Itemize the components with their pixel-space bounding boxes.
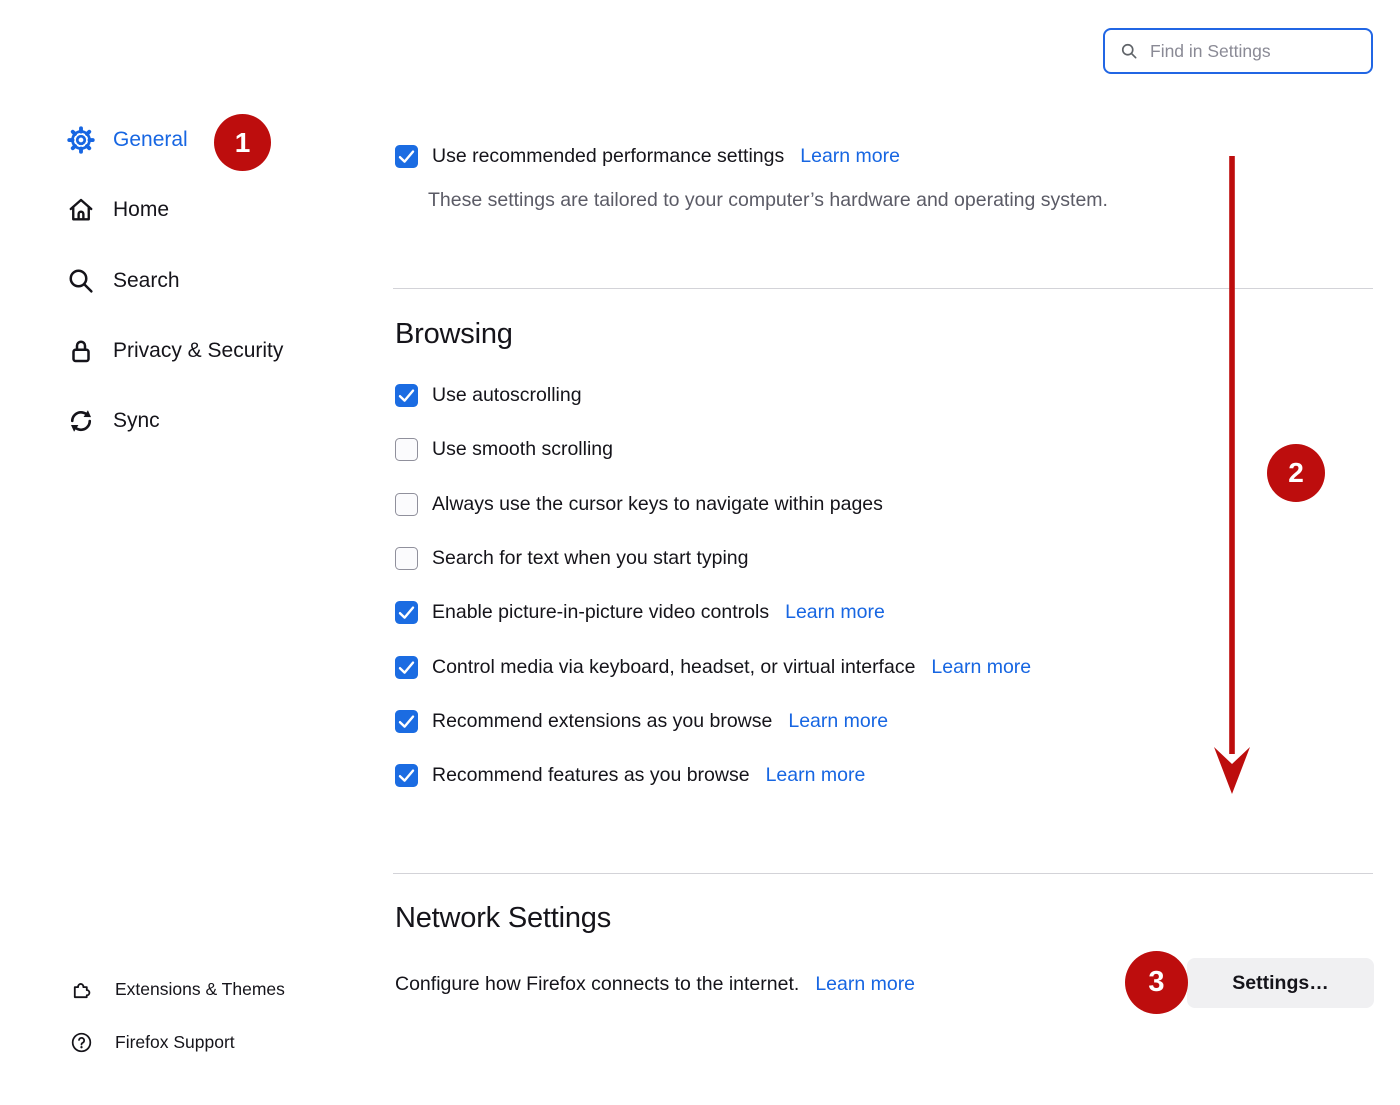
learn-more-link[interactable]: Learn more: [931, 655, 1032, 678]
annotation-step-3: 3: [1125, 951, 1188, 1014]
setting-row-search-when-typing: [395, 544, 749, 572]
search-placeholder: Find in Settings: [1150, 40, 1271, 61]
checkbox-use-autoscrolling[interactable]: [395, 384, 418, 407]
annotation-arrow-down: [1213, 156, 1251, 801]
checkbox-use-smooth-scrolling[interactable]: [395, 438, 418, 461]
setting-label: Recommend features as you browse: [432, 763, 750, 786]
network-settings-heading: Network Settings: [395, 902, 611, 934]
sidebar-label-search: Search: [113, 269, 180, 292]
learn-more-link[interactable]: Learn more: [765, 763, 866, 786]
setting-row-performance: [395, 142, 900, 170]
sidebar-item-extensions-themes[interactable]: [70, 976, 285, 1002]
checkbox-pip-controls[interactable]: [395, 601, 418, 624]
setting-label: Use smooth scrolling: [432, 437, 613, 460]
divider: [393, 288, 1373, 289]
network-settings-description: Configure how Firefox connects to the internet.: [395, 972, 800, 995]
setting-row-recommend-features: [395, 761, 865, 789]
setting-label: Recommend extensions as you browse: [432, 709, 773, 732]
learn-more-link[interactable]: Learn more: [815, 972, 916, 995]
home-icon: [66, 195, 96, 225]
checkbox-recommend-extensions[interactable]: [395, 710, 418, 733]
annotation-step-2: 2: [1267, 444, 1325, 502]
checkmark-icon: [395, 145, 418, 168]
checkbox-recommended-performance[interactable]: [395, 145, 418, 168]
setting-label: Enable picture-in-picture video controls: [432, 600, 770, 623]
sidebar-label-privacy-security: Privacy & Security: [113, 339, 284, 362]
network-settings-row: [395, 970, 915, 998]
sidebar-item-privacy-security[interactable]: [66, 330, 283, 372]
sidebar-item-sync[interactable]: [66, 400, 160, 442]
setting-row-control-media: [395, 653, 1031, 681]
setting-row-pip-controls: [395, 598, 885, 626]
divider: [393, 873, 1373, 874]
checkbox-search-when-typing[interactable]: [395, 547, 418, 570]
checkmark-icon: [395, 656, 418, 679]
browsing-heading: Browsing: [395, 318, 513, 350]
question-circle-icon: [70, 1031, 93, 1054]
sidebar-label-home: Home: [113, 198, 170, 221]
setting-label: Use autoscrolling: [432, 383, 582, 406]
setting-label: Always use the cursor keys to navigate within pages: [432, 492, 883, 515]
setting-row-cursor-keys: [395, 490, 883, 518]
find-in-settings-input[interactable]: [1103, 28, 1373, 74]
footer-label-firefox-support: Firefox Support: [115, 1031, 235, 1052]
setting-row-recommend-extensions: [395, 707, 888, 735]
learn-more-link[interactable]: Learn more: [788, 709, 889, 732]
gear-icon: [66, 125, 96, 155]
search-icon: [1119, 41, 1139, 61]
learn-more-link[interactable]: Learn more: [800, 144, 900, 167]
setting-label: Use recommended performance settings: [432, 144, 785, 167]
checkmark-icon: [395, 384, 418, 407]
sidebar-label-sync: Sync: [113, 409, 160, 432]
sidebar-label-general: General: [113, 128, 188, 151]
checkmark-icon: [395, 710, 418, 733]
sync-icon: [66, 406, 96, 436]
setting-label: Control media via keyboard, headset, or virtual interface: [432, 655, 916, 678]
sidebar-item-home[interactable]: [66, 189, 169, 231]
checkmark-icon: [395, 601, 418, 624]
checkbox-control-media[interactable]: [395, 656, 418, 679]
setting-row-smooth-scrolling: [395, 435, 613, 463]
setting-label: Search for text when you start typing: [432, 546, 749, 569]
sidebar-item-general[interactable]: [66, 119, 188, 161]
checkbox-recommend-features[interactable]: [395, 764, 418, 787]
footer-label-extensions-themes: Extensions & Themes: [115, 978, 285, 999]
search-icon: [66, 266, 96, 296]
checkmark-icon: [395, 764, 418, 787]
sidebar-item-firefox-support[interactable]: [70, 1029, 235, 1055]
network-settings-button[interactable]: Settings…: [1187, 958, 1374, 1008]
checkbox-cursor-keys[interactable]: [395, 493, 418, 516]
learn-more-link[interactable]: Learn more: [785, 600, 885, 623]
annotation-step-1: 1: [214, 114, 271, 171]
setting-row-autoscrolling: [395, 381, 582, 409]
sidebar-item-search[interactable]: [66, 260, 180, 302]
performance-description: These settings are tailored to your computer’s hardware and operating system.: [428, 189, 1108, 211]
puzzle-icon: [70, 978, 93, 1001]
lock-icon: [66, 336, 96, 366]
